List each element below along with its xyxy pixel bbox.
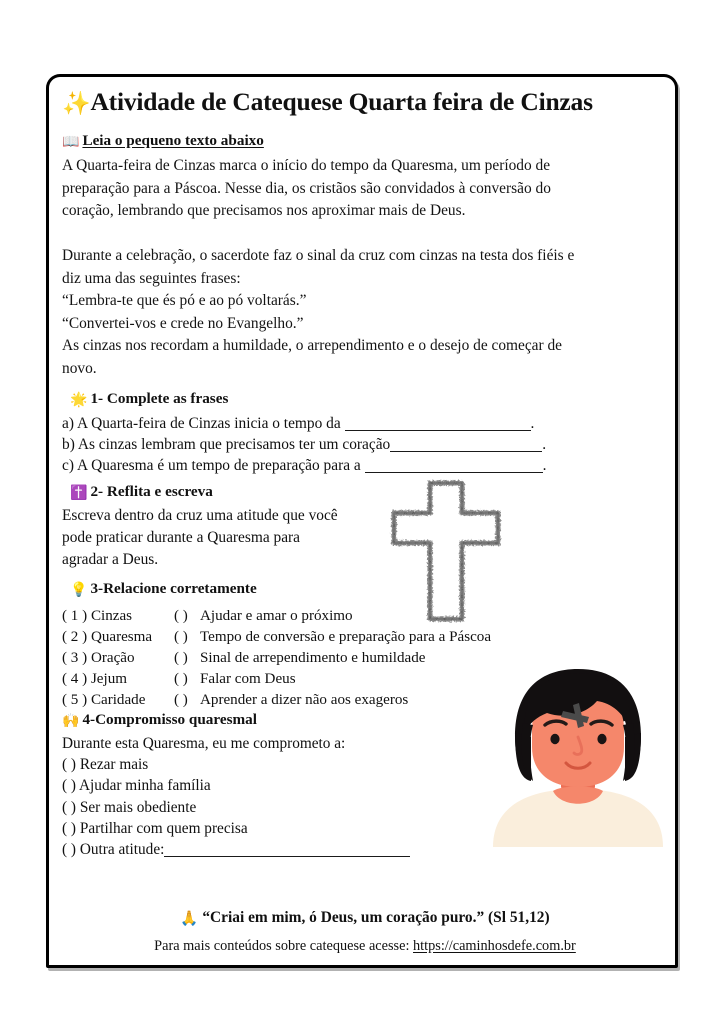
item-a-label: a) (62, 415, 74, 432)
footer-verse-text: “Criai em mim, ó Deus, um coração puro.” (Sl 51,12) (202, 909, 550, 926)
table-row[interactable] (62, 606, 491, 627)
commitment-checkbox-5[interactable]: ( ) (62, 840, 77, 858)
table-row[interactable] (62, 690, 491, 711)
matching-table (62, 606, 491, 710)
section-2-heading (70, 483, 213, 503)
reading-paragraph-1 (62, 155, 582, 223)
item-c-label: c) (62, 457, 74, 474)
reading-quote-2-text: “Convertei-vos e crede no Evangelho.” (62, 315, 304, 332)
commitment-other-blank[interactable] (164, 843, 410, 857)
match-number-3-text: ( 3 ) (62, 649, 88, 666)
page-title-text: Atividade de Catequese Quarta feira de Cinzas (90, 87, 593, 116)
reading-heading (62, 132, 264, 152)
reading-heading-label: Leia o pequeno texto abaixo (82, 132, 264, 149)
footer-verse (49, 909, 678, 928)
reading-quote-2 (62, 313, 582, 336)
match-definition-4: Falar com Deus (200, 670, 296, 687)
match-term-1-text: Cinzas (90, 608, 133, 624)
match-number-1 (62, 606, 174, 627)
page-title (62, 88, 668, 117)
item-a-period: . (530, 415, 535, 432)
commitment-checkbox-1[interactable]: ( ) (62, 756, 77, 774)
list-item[interactable] (62, 775, 410, 796)
commitment-checkbox-4[interactable]: ( ) (62, 819, 77, 837)
match-checkbox-3[interactable]: ( ) (174, 649, 188, 666)
match-number-4-text: ( 4 ) (62, 670, 88, 687)
table-row[interactable] (62, 669, 491, 690)
match-definition-3: Sinal de arrependimento e humildade (200, 649, 426, 666)
section-2-instruction-2-text: pode praticar durante a Quaresma para (62, 529, 300, 546)
match-term-2-text: Quaresma (90, 628, 153, 645)
section-2-instruction-line-3 (62, 549, 158, 570)
girl-with-ash-cross-illustration (485, 663, 671, 847)
worksheet-content (49, 77, 675, 965)
raising-hands-icon: 🙌 (62, 714, 80, 729)
footer-credit-text: Para mais conteúdos sobre catequese acesse: (154, 938, 414, 954)
reading-paragraph-2-text: Durante a celebração, o sacerdote faz o sinal da cruz com cinzas na testa dos fiéis e diz uma das seguintes frases: (62, 247, 575, 287)
commitment-label-1: Rezar mais (79, 756, 149, 774)
match-checkbox-1[interactable]: ( ) (174, 608, 188, 624)
section-1-item-b (62, 434, 546, 455)
commitment-checkbox-2[interactable]: ( ) (62, 777, 77, 795)
item-a-blank[interactable] (345, 417, 531, 431)
commitment-label-2: Ajudar minha família (79, 777, 211, 795)
section-2-instruction-1-text: Escreva dentro da cruz uma atitude que você (62, 507, 338, 524)
match-number-2-text: ( 2 ) (62, 628, 88, 645)
latin-cross-icon: ✝️ (70, 486, 88, 501)
item-c-period: . (542, 457, 547, 474)
item-c-blank[interactable] (365, 459, 543, 473)
match-number-1-text: ( 1 ) (62, 608, 88, 624)
match-definition-2: Tempo de conversão e preparação para a Páscoa (200, 628, 492, 645)
cross-drawing-area[interactable] (380, 475, 512, 627)
reading-paragraph-1-text: A Quarta-feira de Cinzas marca o início do tempo da Quaresma, um período de preparação para a Páscoa. Nesse dia, os cristãos são convidados à conversão do coração, lembrando que precisamos nos aproximar mais de Deus. (62, 157, 551, 220)
reading-paragraph-3 (62, 335, 562, 380)
section-3-heading-label: 3-Relacione corretamente (90, 580, 257, 597)
match-number-4 (62, 669, 174, 690)
open-book-icon: 📖 (62, 135, 80, 150)
table-row[interactable] (62, 627, 491, 648)
commitment-label-4: Partilhar com quem precisa (79, 819, 248, 837)
praying-hands-icon: 🙏 (180, 911, 199, 927)
match-checkbox-4[interactable]: ( ) (174, 670, 188, 687)
match-number-2 (62, 627, 174, 648)
match-term-5-text: Caridade (90, 691, 146, 708)
footer-credit (49, 938, 678, 955)
match-definition-5: Aprender a dizer não aos exageros (200, 691, 409, 708)
match-checkbox-2[interactable]: ( ) (174, 628, 188, 645)
match-definition-1: Ajudar e amar o próximo (200, 608, 353, 624)
section-1-item-a (62, 413, 534, 434)
list-item[interactable] (62, 839, 410, 860)
list-item[interactable] (62, 818, 410, 839)
section-1-item-c (62, 455, 546, 476)
section-2-heading-label: 2- Reflita e escreva (90, 483, 213, 500)
match-checkbox-5[interactable]: ( ) (174, 691, 188, 708)
sparkles-icon: ✨ (62, 91, 91, 116)
item-b-text: As cinzas lembram que precisamos ter um coração (77, 436, 391, 453)
table-row[interactable] (62, 648, 491, 669)
item-b-label: b) (62, 436, 75, 453)
site-url-link[interactable]: https://caminhosdefe.com.br (413, 938, 576, 954)
worksheet-card (46, 74, 678, 968)
list-item[interactable] (62, 797, 410, 818)
match-term-4-text: Jejum (90, 670, 127, 687)
reading-paragraph-2 (62, 245, 586, 290)
reading-quote-1-text: “Lembra-te que és pó e ao pó voltarás.” (62, 292, 307, 309)
item-b-period: . (542, 436, 547, 453)
commitment-label-5: Outra atitude: (79, 840, 165, 858)
item-a-text: A Quarta-feira de Cinzas inicia o tempo da (76, 415, 345, 432)
match-number-5-text: ( 5 ) (62, 691, 88, 708)
list-item[interactable] (62, 754, 410, 775)
section-1-heading-label: 1- Complete as frases (90, 390, 229, 407)
commitment-label-3: Ser mais obediente (79, 798, 197, 816)
commitment-intro: Durante esta Quaresma, eu me comprometo a: (62, 735, 346, 752)
reading-paragraph-3-text: As cinzas nos recordam a humildade, o arrependimento e o desejo de começar de novo. (62, 337, 562, 377)
section-2-instruction-3-text: agradar a Deus. (62, 551, 159, 568)
match-number-3 (62, 648, 174, 669)
section-4-heading (62, 711, 257, 731)
section-3-heading (70, 580, 257, 600)
commitment-list (62, 733, 410, 860)
glowing-star-icon: 🌟 (70, 393, 88, 408)
commitment-checkbox-3[interactable]: ( ) (62, 798, 77, 816)
reading-quote-1 (62, 290, 582, 313)
section-2-instruction-line-2 (62, 527, 300, 548)
item-b-blank[interactable] (390, 438, 542, 452)
section-1-heading (70, 390, 228, 410)
light-bulb-icon: 💡 (70, 583, 88, 598)
match-number-5 (62, 690, 174, 711)
section-4-heading-label: 4-Compromisso quaresmal (82, 711, 257, 728)
match-term-3-text: Oração (90, 649, 135, 666)
section-2-instruction-line-1 (62, 505, 338, 526)
item-c-text: A Quaresma é um tempo de preparação para a (76, 457, 365, 474)
